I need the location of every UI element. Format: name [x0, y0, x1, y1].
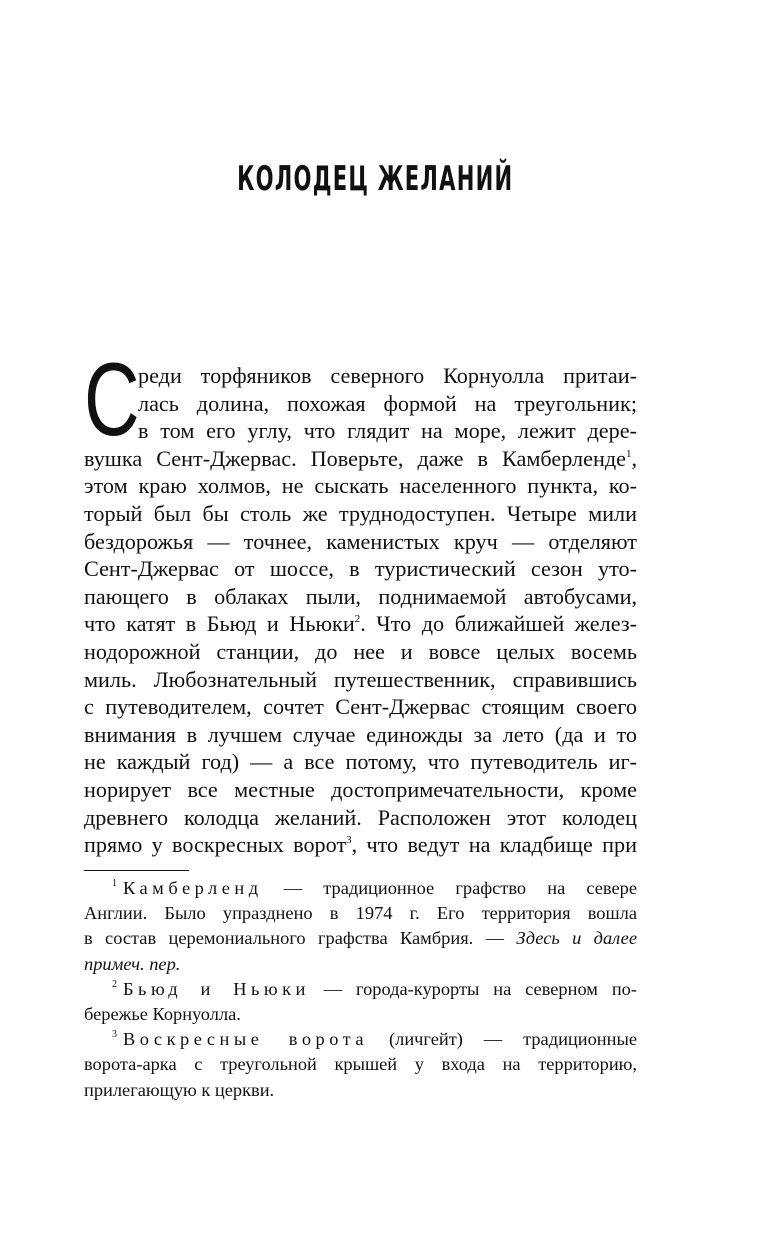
body-line: реди торфяников северного Корнуолла притаи-	[138, 363, 637, 388]
body-line: миль. Любознательный путешественник, справившись	[84, 666, 637, 692]
footnote-number: 3	[112, 1029, 117, 1041]
footnote-text: — традиционное графство на севере	[262, 878, 637, 898]
footnote-term: Воскресные ворота	[123, 1029, 369, 1050]
footnote-1-line: Англии. Было упразднено в 1974 г. Его территория вошла	[84, 903, 637, 924]
footnotes	[84, 876, 637, 1103]
footnote-3-line: прилегающую к церкви.	[84, 1079, 275, 1100]
body-line: в том его углу, что глядит на море, лежит дере-	[138, 418, 637, 444]
body-line-text: ,	[631, 445, 637, 471]
footnote-3	[84, 1027, 637, 1052]
body-line-text: . Что до ближайшей желез-	[360, 611, 638, 637]
footnote-2	[84, 977, 637, 1002]
body-line: бездорожья — точнее, каменистых круч — отделяют	[84, 528, 637, 554]
footnote-text: (личгейт) — традиционные	[368, 1029, 638, 1050]
footnote-divider	[84, 870, 189, 871]
chapter-title: КОЛОДЕЦ ЖЕЛАНИЙ	[237, 158, 514, 199]
body-line: торый был бы столь же труднодоступен. Четыре мили	[84, 500, 637, 526]
body-line: с путеводителем, сочтет Сент-Джервас стоящим своего	[84, 694, 637, 720]
chapter-body	[84, 342, 638, 859]
body-line: пающего в облаках пыли, поднимаемой автобусами,	[84, 583, 637, 609]
footnote-ref-3[interactable]: 3	[346, 834, 352, 847]
footnote-text: — города-курорты на северном по-	[309, 978, 637, 999]
body-line: древнего колодца желаний. Расположен этот колодец	[84, 804, 637, 830]
body-line: не каждый год) — а все потому, что путеводитель иг-	[84, 749, 637, 775]
footnote-number: 2	[112, 978, 117, 990]
footnote-text: в состав церемониального графства Камбрия. —	[84, 928, 517, 949]
body-line-text: что катят в Бьюд и Ньюки	[84, 611, 355, 637]
body-line: этом краю холмов, не сыскать населенного пункта, ко-	[84, 473, 637, 499]
body-line: норирует все местные достопримечательности, кроме	[84, 776, 637, 802]
body-line	[84, 445, 637, 473]
footnote-ref-2[interactable]: 2	[354, 613, 361, 626]
body-line	[84, 831, 637, 859]
footnote-1	[84, 876, 637, 901]
drop-cap: С	[84, 342, 140, 458]
footnote-3-line: ворота-арка с треугольной крышей у входа на территорию,	[84, 1054, 637, 1075]
footnote-term: Камберленд	[123, 878, 263, 898]
footnote-attribution: Здесь и далее	[516, 928, 637, 949]
footnote-number: 1	[112, 878, 117, 889]
footnote-ref-1[interactable]: 1	[625, 447, 632, 460]
footnote-1-line: примеч. пер.	[84, 953, 181, 974]
body-line: Сент-Джервас от шоссе, в туристический сезон уто-	[84, 556, 637, 582]
footnote-1-line	[84, 926, 637, 951]
body-line: лась долина, похожая формой на треугольник;	[138, 390, 637, 416]
body-line: внимания в лучшем случае единожды за лето (да и то	[84, 721, 637, 747]
body-line-text: , что ведут на кладбище при	[351, 832, 637, 858]
body-line	[84, 610, 637, 638]
body-line-text: прямо у воскресных ворот	[84, 832, 347, 858]
body-line-text: вушка Сент-Джервас. Поверьте, даже в Камберленде	[84, 445, 626, 471]
body-line: нодорожной станции, до нее и вовсе целых восемь	[84, 638, 637, 664]
footnote-term: Бьюд и Ньюки	[123, 978, 310, 999]
footnote-2-line: бережье Корнуолла.	[84, 1003, 241, 1024]
